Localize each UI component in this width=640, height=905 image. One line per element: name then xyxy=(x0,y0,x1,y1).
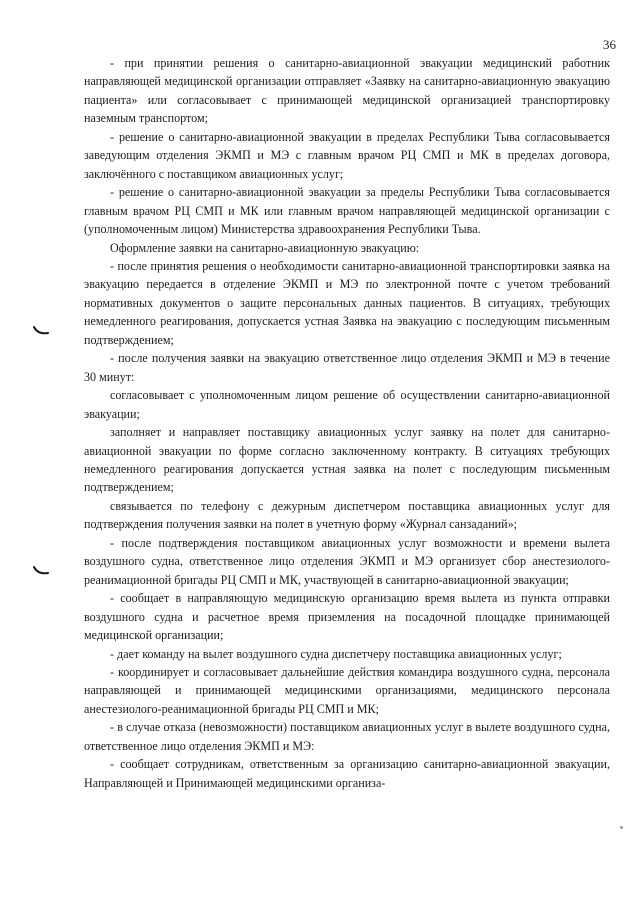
paragraph: Оформление заявки на санитарно-авиационную эвакуацию: xyxy=(110,240,420,255)
paragraph: заполняет и направляет поставщику авиационных услуг заявку на полет для санитарно-авиационной эвакуации по форме согласно заключенному контракту. В ситуациях требующих немедленного реагирования допускается устная заявка на полет с последующим письменным подтверждением; xyxy=(84,425,610,495)
page-number: 36 xyxy=(603,37,616,52)
paragraph: - сообщает сотрудникам, ответственным за организацию санитарно-авиационной эвакуации, Направляющей и Принимающей медицинскими организа- xyxy=(84,757,610,790)
paragraph: - после принятия решения о необходимости санитарно-авиационной транспортировки заявка на эвакуацию передается в отделение ЭКМП и МЭ по электронной почте с учетом требований нормативных документов о защите персональных данных пациентов. В ситуациях, требующих немедленного реагирования, допускается устная Заявка на эвакуацию с последующим письменным подтверждением; xyxy=(84,258,610,347)
paragraph: - при принятии решения о санитарно-авиационной эвакуации медицинский работник направляющей медицинской организации отправляет «Заявку на санитарно-авиационную эвакуацию пациента» или согласовывает с принимающей медицинской организацией транспортировку наземным транспортом; xyxy=(84,56,610,126)
body-text xyxy=(84,54,610,792)
paragraph: - дает команду на вылет воздушного судна диспетчеру поставщика авиационных услуг; xyxy=(110,646,562,661)
margin-check-mark-icon xyxy=(33,566,49,576)
paragraph: - решение о санитарно-авиационной эвакуации за пределы Республики Тыва согласовывается главным врачом РЦ СМП и МК или главным врачом направляющей медицинской организации с (уполномоченным лицом) Министерства здравоохранения Республики Тыва. xyxy=(84,185,610,237)
margin-check-mark-icon xyxy=(33,326,49,336)
paragraph: - сообщает в направляющую медицинскую организацию время вылета из пункта отправки воздушного судна и расчетное время приземления на посадочной площадке принимающей медицинской организации; xyxy=(84,591,610,643)
paragraph: - решение о санитарно-авиационной эвакуации в пределах Республики Тыва согласовывается заведующим отделения ЭКМП и МЭ с главным врачом РЦ СМП и МК в пределах договора, заключённого с поставщиком авиационных услуг; xyxy=(84,129,610,181)
paragraph: связывается по телефону с дежурным диспетчером поставщика авиационных услуг для подтверждения получения заявки на полет в учетную форму «Журнал санзаданий»; xyxy=(84,498,610,532)
scan-speck xyxy=(620,826,623,829)
paragraph: - координирует и согласовывает дальнейшие действия командира воздушного судна, персонала направляющей и принимающей медицинскими организациями, медицинского персонала анестезиолого-реанимационной бригады РЦ СМП и МК; xyxy=(84,664,610,716)
paragraph: - после получения заявки на эвакуацию ответственное лицо отделения ЭКМП и МЭ в течение 30 минут: xyxy=(84,351,610,384)
paragraph: - после подтверждения поставщиком авиационных услуг возможности и времени вылета воздушного судна, ответственное лицо отделения ЭКМП и МЭ организует сбор анестезиолого-реанимационной бригады РЦ СМП и МК, участвующей в санитарно-авиационной эвакуации; xyxy=(84,535,610,587)
paragraph: согласовывает с уполномоченным лицом решение об осуществлении санитарно-авиационной эвакуации; xyxy=(84,388,610,421)
paragraph: - в случае отказа (невозможности) поставщиком авиационных услуг в вылете воздушного судна, ответственное лицо отделения ЭКМП и МЭ: xyxy=(84,720,610,753)
